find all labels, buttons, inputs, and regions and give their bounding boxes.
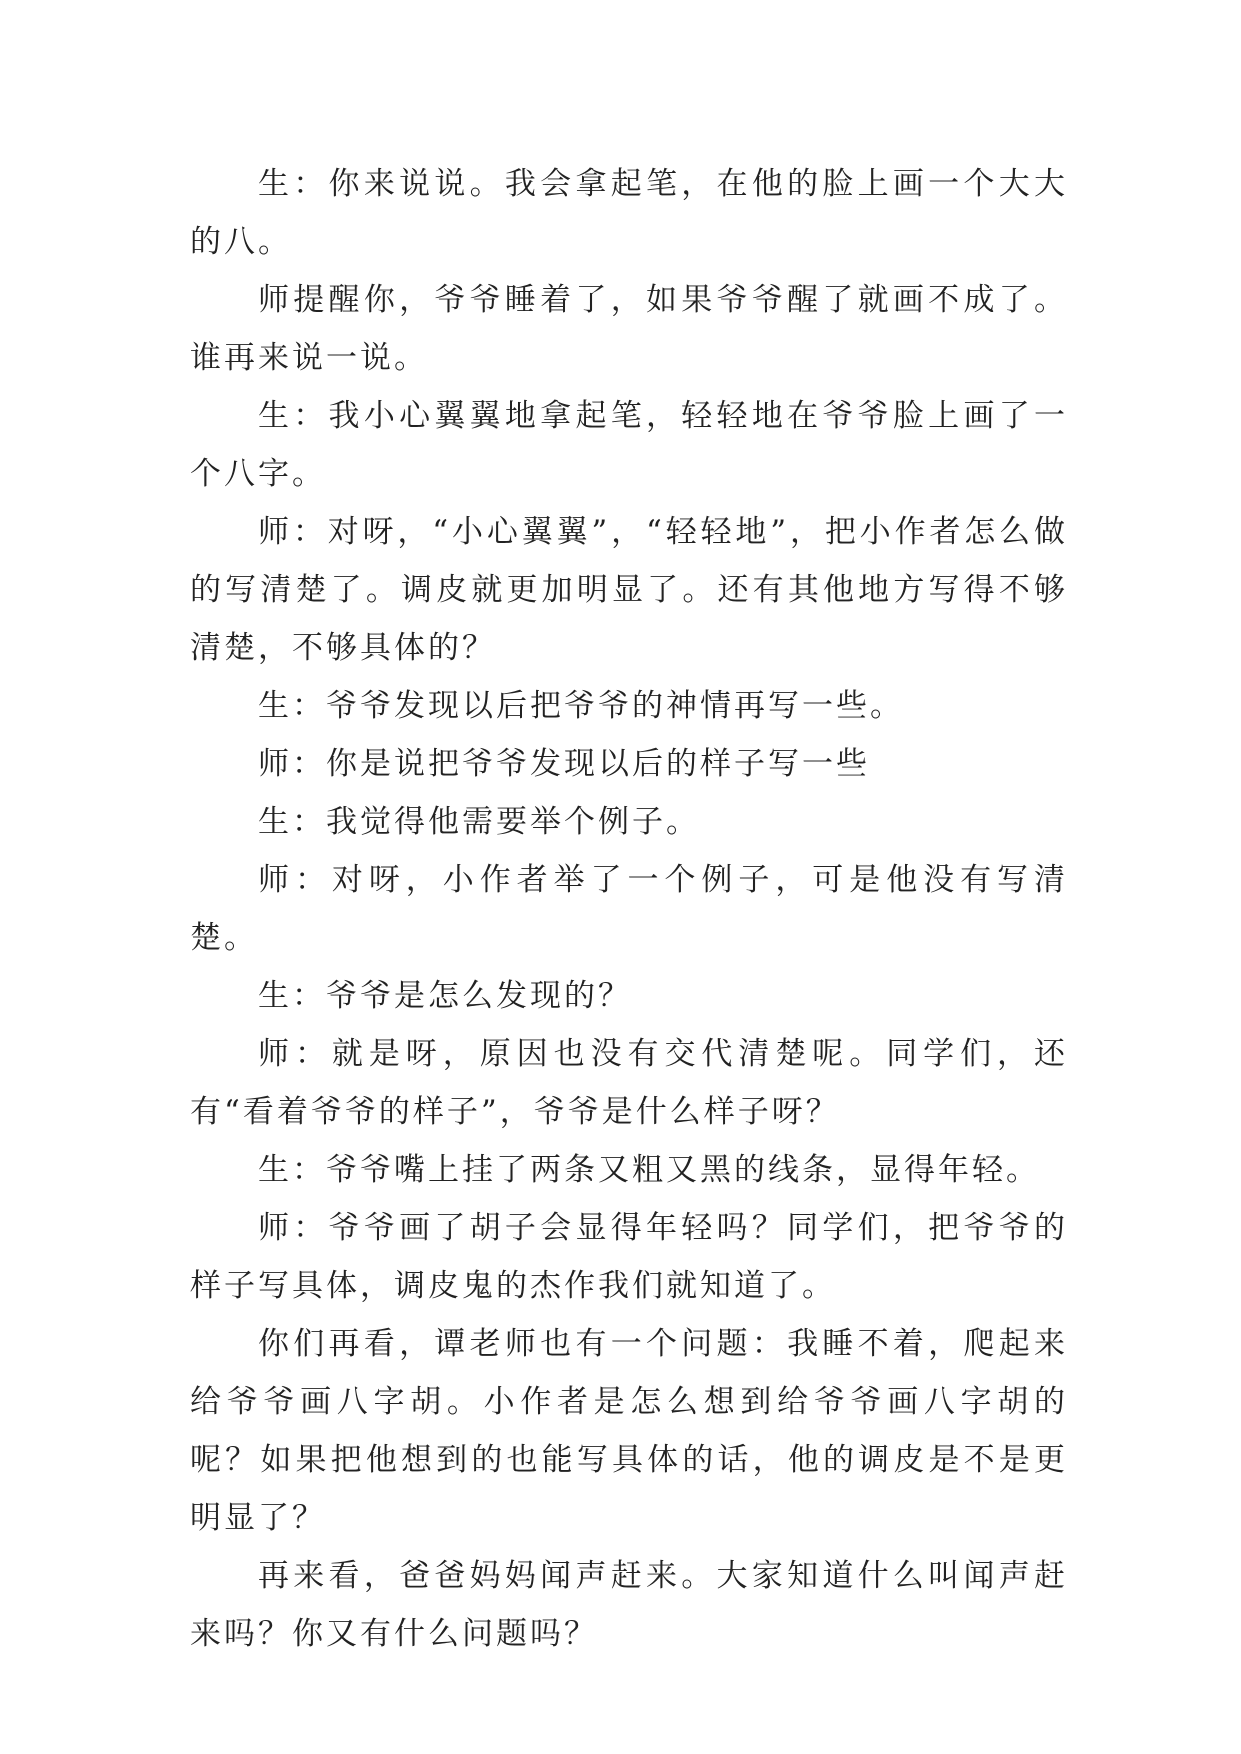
paragraph-11: 生：爷爷嘴上挂了两条又粗又黑的线条，显得年轻。	[258, 1152, 1040, 1188]
document-body	[190, 155, 1068, 1663]
paragraph-14: 再来看，爸爸妈妈闻声赶来。大家知道什么叫闻声赶来吗？你又有什么问题吗？	[190, 1558, 1068, 1652]
paragraph-6: 师：你是说把爷爷发现以后的样子写一些	[258, 746, 870, 782]
paragraph-10: 师：就是呀，原因也没有交代清楚呢。同学们，还有“看着爷爷的样子”，爷爷是什么样子呀？	[190, 1036, 1068, 1130]
paragraph-9: 生：爷爷是怎么发现的？	[258, 978, 632, 1014]
paragraph-3: 生：我小心翼翼地拿起笔，轻轻地在爷爷脸上画了一个八字。	[190, 398, 1068, 492]
paragraph-12: 师：爷爷画了胡子会显得年轻吗？同学们，把爷爷的样子写具体，调皮鬼的杰作我们就知道了。	[190, 1210, 1068, 1304]
paragraph-8: 师：对呀，小作者举了一个例子，可是他没有写清楚。	[190, 862, 1068, 956]
paragraph-1: 生：你来说说。我会拿起笔，在他的脸上画一个大大的八。	[190, 166, 1068, 260]
paragraph-2: 师提醒你，爷爷睡着了，如果爷爷醒了就画不成了。谁再来说一说。	[190, 282, 1068, 376]
paragraph-7: 生：我觉得他需要举个例子。	[258, 804, 700, 840]
paragraph-5: 生：爷爷发现以后把爷爷的神情再写一些。	[258, 688, 904, 724]
paragraph-4: 师：对呀，“小心翼翼”，“轻轻地”，把小作者怎么做的写清楚了。调皮就更加明显了。还有其他地方写得不够清楚，不够具体的？	[190, 514, 1068, 666]
paragraph-13: 你们再看，谭老师也有一个问题：我睡不着，爬起来给爷爷画八字胡。小作者是怎么想到给爷爷画八字胡的呢？如果把他想到的也能写具体的话，他的调皮是不是更明显了？	[190, 1326, 1068, 1536]
